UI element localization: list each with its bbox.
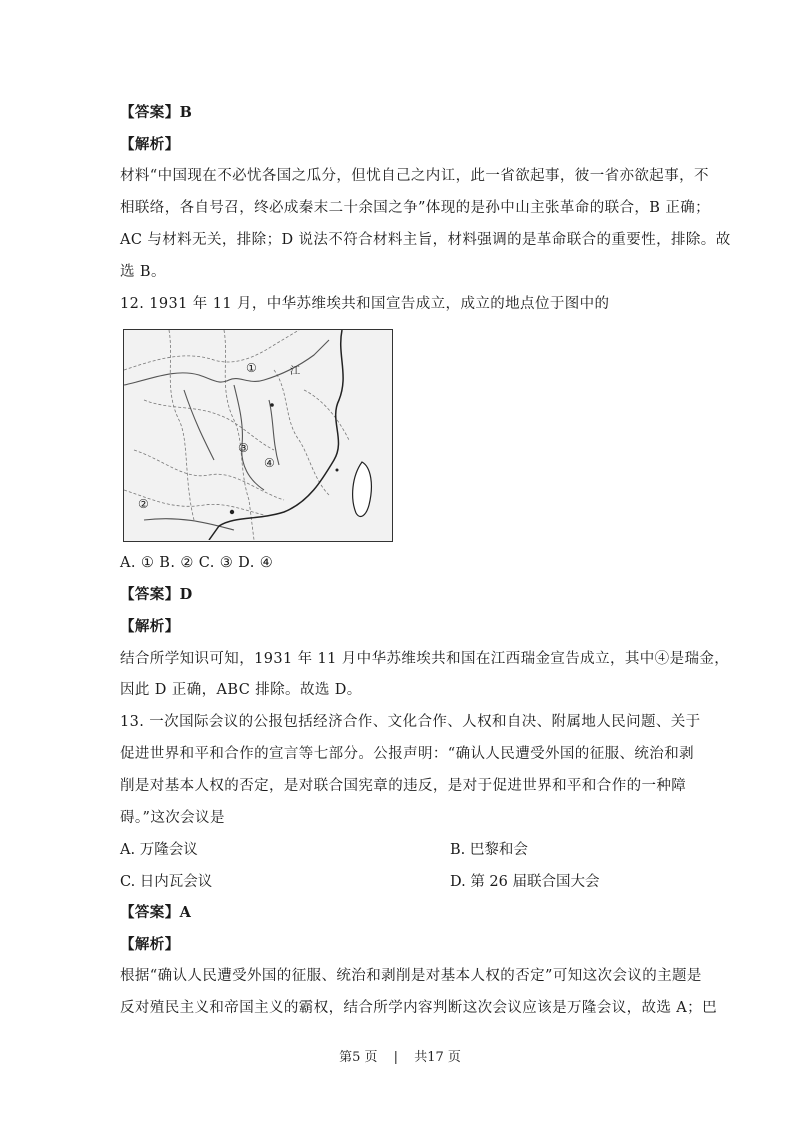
q11-analysis-line: AC 与材料无关，排除；D 说法不符合材料主旨，材料强调的是革命联合的重要性，排除。故 [120,232,731,248]
q13-stem-line: 促进世界和平和合作的宣言等七部分。公报声明：“确认人民遭受外国的征服、统治和剥 [120,746,695,762]
map-label-2: ② [138,497,149,511]
q11-analysis-line: 材料“中国现在不必忧各国之瓜分，但忧自己之内讧，此一省欲起事，彼一省亦欲起事，不 [120,168,709,184]
q11-analysis-heading: 【解析】 [120,136,180,153]
q13-stem-line: 削是对基本人权的否定，是对联合国宪章的违反，是对于促进世界和平和合作的一种障 [120,778,687,794]
page-number: 第5 页 [339,1050,378,1065]
total-pages: 共17 页 [414,1050,461,1065]
map-label-jiang: 江 [290,366,300,377]
footer-separator: | [393,1050,399,1065]
q12-options: A. ① B. ② C. ③ D. ④ [120,555,274,571]
q13-answer: 【答案】A [120,904,192,921]
page-footer [0,1046,800,1065]
q11-answer: 【答案】B [120,104,193,121]
q12-answer: 【答案】D [120,586,193,603]
q13-option-c: C. 日内瓦会议 [120,874,213,890]
q11-analysis-line: 相联络，各自号召，终必成秦末二十余国之争”体现的是孙中山主张革命的联合，B 正确； [120,200,711,216]
q13-analysis-line: 反对殖民主义和帝国主义的霸权，结合所学内容判断这次会议应该是万隆会议，故选 A；巴 [120,1000,717,1016]
map-drawing [124,330,391,540]
q12-analysis-line: 结合所学知识可知，1931 年 11 月中华苏维埃共和国在江西瑞金宣告成立，其中④是瑞金， [120,651,730,667]
map-label-3: ③ [238,441,249,455]
map-label-4: ④ [264,456,275,470]
q12-analysis-heading: 【解析】 [120,618,180,635]
q13-stem-line: 13. 一次国际会议的公报包括经济合作、文化合作、人权和自决、附属地人民问题、关于 [120,714,701,730]
q11-analysis-line: 选 B。 [120,264,166,280]
q13-analysis-line: 根据“确认人民遭受外国的征服、统治和剥削是对基本人权的否定”可知这次会议的主题是 [120,968,702,984]
q13-option-d: D. 第 26 届联合国大会 [450,874,600,890]
q12-stem: 12. 1931 年 11 月，中华苏维埃共和国宣告成立，成立的地点位于图中的 [120,296,610,312]
q13-option-b: B. 巴黎和会 [450,842,528,858]
q13-stem-line: 碍。”这次会议是 [120,810,225,826]
china-map-figure [123,329,393,542]
q12-analysis-line: 因此 D 正确，ABC 排除。故选 D。 [120,682,362,698]
q13-analysis-heading: 【解析】 [120,936,180,953]
map-label-1: ① [246,361,257,375]
q13-option-a: A. 万隆会议 [120,842,198,858]
